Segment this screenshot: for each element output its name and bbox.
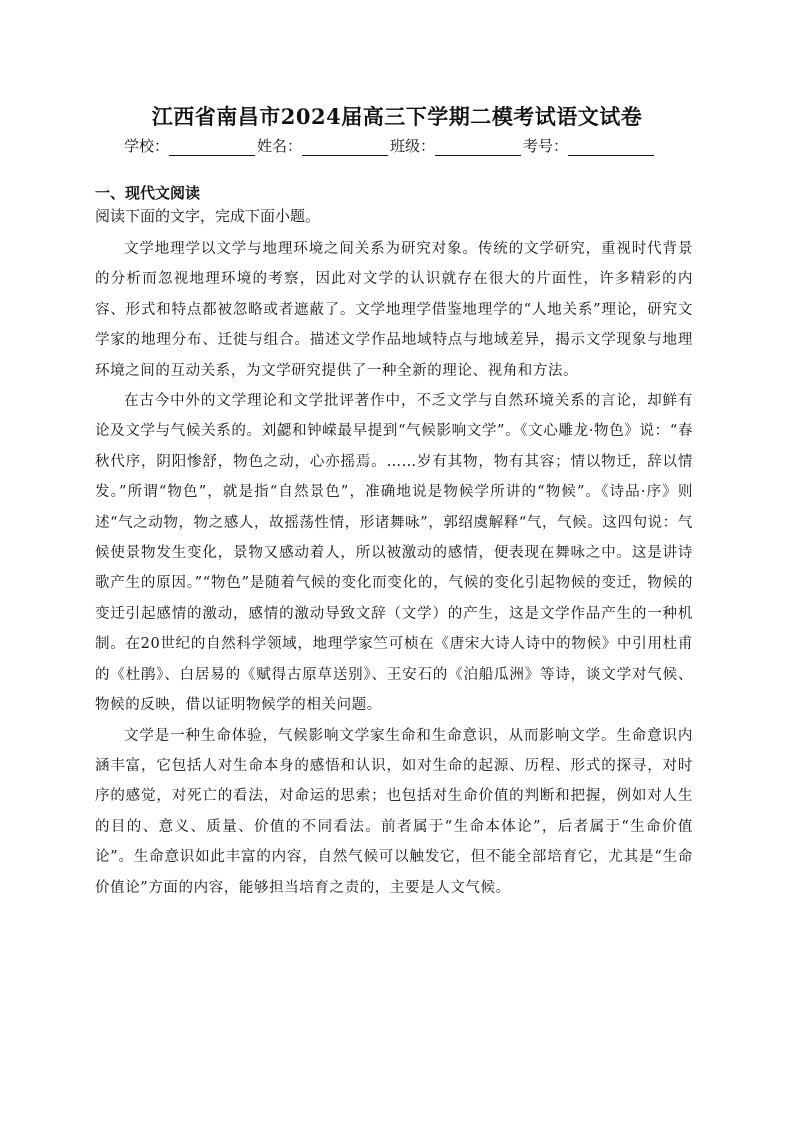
- exam-number-field: [523, 135, 656, 156]
- name-label: 姓名：: [257, 137, 303, 155]
- school-field: [124, 135, 257, 156]
- exam-title: 江西省南昌市2024届高三下学期二模考试语文试卷: [151, 104, 643, 129]
- passage-paragraph-3: 文学是一种生命体验，气候影响文学家生命和生命意识，从而影响文学。生命意识内涵丰富，它包括人对生命本身的感悟和认识，如对生命的起源、历程、形式的探寻，对时序的感觉，对死亡的看法，对命运的思索；也包括对生命价值的判断和把握，例如对人生的目的、意义、质量、价值的不同看法。前者属于“生命本体论”，后者属于“生命价值论”。生命意识如此丰富的内容，自然气候可以触发它，但不能全部培育它，尤其是“生命价值论”方面的内容，能够担当培育之责的，主要是人文气候。: [95, 727, 693, 896]
- section-heading: 一、现代文阅读: [95, 184, 201, 202]
- reading-instruction: 阅读下面的文字，完成下面小题。: [95, 207, 321, 225]
- class-field: [390, 135, 523, 156]
- class-label: 班级：: [390, 137, 436, 155]
- student-info-line: [124, 135, 656, 156]
- school-label: 学校：: [124, 137, 170, 155]
- name-field: [257, 135, 390, 156]
- name-blank[interactable]: [302, 141, 388, 156]
- school-blank[interactable]: [169, 141, 255, 156]
- passage-paragraph-2: 在古今中外的文学理论和文学批评著作中，不乏文学与自然环境关系的言论，却鲜有论及文学与气候关系的。刘勰和钟嵘最早提到“气候影响文学”。《文心雕龙·物色》说：“春秋代序，阴阳惨舒，物色之动，心亦摇焉。……岁有其物，物有其容；情以物迁，辞以情发。”所谓“物色”，就是指“自然景色”，准确地说是物候学所讲的“物候”。《诗品·序》则述“气之动物，物之感人，故摇荡性情，形诸舞咏”，郭绍虞解释“气，气候。这四句说：气候使景物发生变化，景物又感动着人，所以被激动的感情，便表现在舞咏之中。这是讲诗歌产生的原因。”“物色”是随着气候的变化而变化的，气候的变化引起物候的变迁，物候的变迁引起感情的激动，感情的激动导致文辞（文学）的产生，这是文学作品产生的一种机制。在20世纪的自然科学领域，地理学家竺可桢在《唐宋大诗人诗中的物候》中引用杜甫的《杜鹃》、白居易的《赋得古原草送别》、王安石的《泊船瓜洲》等诗，谈文学对气候、物候的反映，借以证明物候学的相关问题。: [95, 393, 693, 714]
- exam-number-blank[interactable]: [568, 141, 654, 156]
- reading-passage: [95, 234, 693, 903]
- class-blank[interactable]: [435, 141, 521, 156]
- passage-paragraph-1: 文学地理学以文学与地理环境之间关系为研究对象。传统的文学研究，重视时代背景的分析而忽视地理环境的考察，因此对文学的认识就存在很大的片面性，许多精彩的内容、形式和特点都被忽略或者遮蔽了。文学地理学借鉴地理学的“人地关系”理论，研究文学家的地理分布、迁徙与组合。描述文学作品地域特点与地域差异，揭示文学现象与地理环境之间的互动关系，为文学研究提供了一种全新的理论、视角和方法。: [95, 241, 693, 379]
- exam-number-label: 考号：: [523, 137, 569, 155]
